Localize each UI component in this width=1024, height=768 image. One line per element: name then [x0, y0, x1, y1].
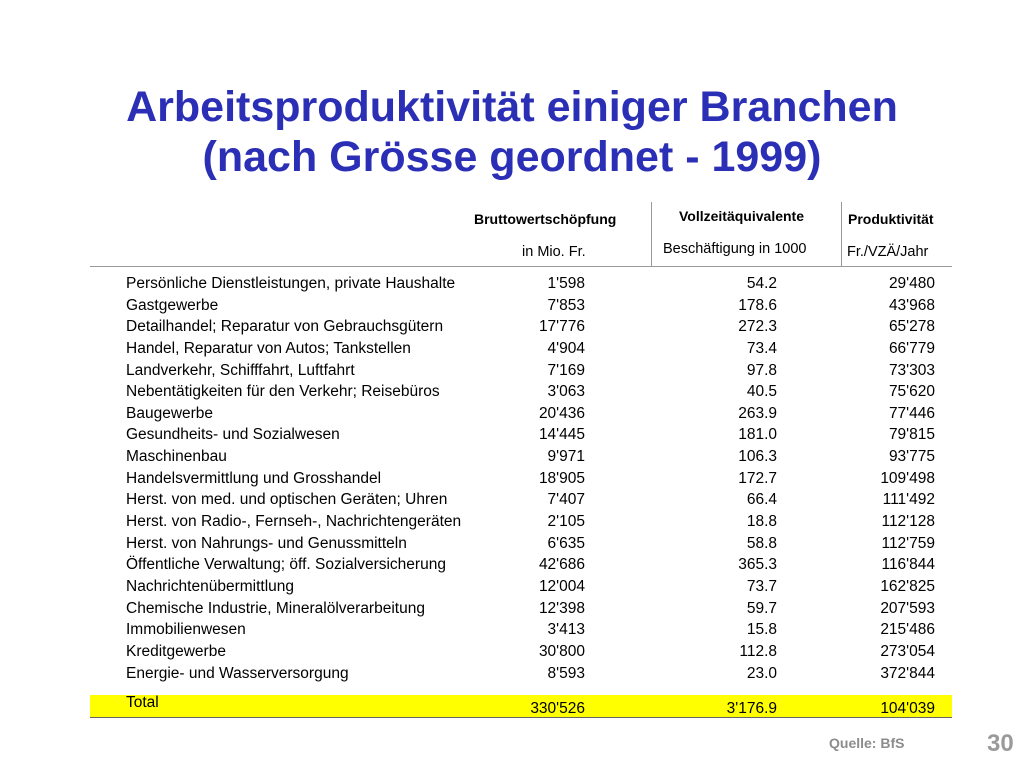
row-label: Herst. von Nahrungs- und Genussmitteln — [126, 534, 407, 552]
row-produktivitaet: 77'446 — [888, 404, 935, 422]
slide-title-line2: (nach Grösse geordnet - 1999) — [202, 133, 822, 181]
row-produktivitaet: 29'480 — [888, 275, 935, 292]
row-produktivitaet: 162'825 — [880, 577, 935, 595]
column-header-bruttowertschoepfung: Bruttowertschöpfung — [474, 211, 617, 227]
table-row — [90, 598, 952, 620]
table-row — [90, 619, 952, 641]
row-label: Nachrichtenübermittlung — [126, 577, 295, 595]
row-bruttowertschoepfung: 3'413 — [547, 621, 585, 639]
row-vollzeitaequivalente: 15.8 — [746, 621, 777, 639]
row-produktivitaet: 112'128 — [881, 513, 935, 531]
row-bruttowertschoepfung: 18'905 — [538, 469, 585, 487]
row-label: Detailhandel; Reparatur von Gebrauchsgütern — [126, 318, 444, 336]
table-row — [90, 403, 952, 425]
row-produktivitaet: 215'486 — [880, 621, 935, 639]
row-vollzeitaequivalente: 73.7 — [746, 577, 777, 595]
row-bruttowertschoepfung: 20'436 — [538, 404, 585, 422]
row-produktivitaet: 112'759 — [881, 534, 935, 552]
row-vollzeitaequivalente: 18.8 — [746, 513, 777, 531]
row-produktivitaet: 65'278 — [888, 318, 935, 336]
source-note: Quelle: BfS — [829, 735, 905, 751]
row-produktivitaet: 372'844 — [880, 664, 935, 682]
row-bruttowertschoepfung: 17'776 — [538, 318, 585, 336]
total-produktivitaet: 104'039 — [880, 700, 935, 717]
total-vollzeitaequivalente: 3'176.9 — [726, 700, 777, 717]
slide-title — [0, 82, 1024, 182]
row-label: Herst. von Radio-, Fernseh-, Nachrichtengeräten — [126, 513, 462, 531]
table-row — [90, 446, 952, 468]
table-row — [90, 381, 952, 403]
row-label: Handel, Reparatur von Autos; Tankstellen — [126, 339, 411, 357]
row-vollzeitaequivalente: 106.3 — [738, 448, 777, 466]
row-produktivitaet: 79'815 — [888, 426, 935, 444]
table-row — [90, 533, 952, 555]
total-row — [90, 695, 952, 717]
total-bruttowertschoepfung: 330'526 — [530, 700, 585, 717]
row-produktivitaet: 43'968 — [888, 296, 935, 314]
row-label: Chemische Industrie, Mineralölverarbeitung — [126, 599, 425, 617]
row-vollzeitaequivalente: 172.7 — [738, 469, 777, 487]
data-table-body — [90, 273, 952, 684]
row-label: Handelsvermittlung und Grosshandel — [126, 469, 382, 487]
row-bruttowertschoepfung: 42'686 — [538, 556, 585, 574]
total-underline — [90, 717, 952, 718]
row-bruttowertschoepfung: 9'971 — [547, 448, 585, 466]
column-divider — [651, 202, 652, 266]
row-label: Öffentliche Verwaltung; öff. Sozialversicherung — [126, 556, 446, 574]
row-bruttowertschoepfung: 4'904 — [547, 339, 585, 357]
row-bruttowertschoepfung: 6'635 — [547, 534, 585, 552]
row-label: Gastgewerbe — [126, 296, 219, 314]
table-row — [90, 468, 952, 490]
table-row — [90, 424, 952, 446]
row-label: Immobilienwesen — [126, 621, 246, 639]
row-label: Landverkehr, Schifffahrt, Luftfahrt — [126, 361, 355, 379]
row-bruttowertschoepfung: 12'398 — [538, 599, 585, 617]
row-produktivitaet: 109'498 — [880, 469, 935, 487]
slide-title-line1: Arbeitsproduktivität einiger Branchen — [126, 83, 898, 131]
column-header-produktivitaet: Produktivität — [848, 211, 934, 227]
column-subheader-produktivitaet: Fr./VZÄ/Jahr — [847, 244, 929, 260]
row-produktivitaet: 207'593 — [880, 599, 935, 617]
row-produktivitaet: 116'844 — [881, 556, 935, 574]
row-label: Herst. von med. und optischen Geräten; Uhren — [126, 491, 448, 509]
row-vollzeitaequivalente: 59.7 — [746, 599, 777, 617]
column-header-vollzeitaequivalente: Vollzeitäquivalente — [679, 208, 804, 224]
row-bruttowertschoepfung: 30'800 — [538, 642, 585, 660]
row-bruttowertschoepfung: 3'063 — [547, 383, 585, 401]
row-label: Energie- und Wasserversorgung — [126, 664, 349, 682]
row-vollzeitaequivalente: 23.0 — [746, 664, 777, 682]
row-vollzeitaequivalente: 181.0 — [738, 426, 777, 444]
table-row — [90, 295, 952, 317]
table-row — [90, 641, 952, 663]
table-row — [90, 576, 952, 598]
row-produktivitaet: 73'303 — [888, 361, 935, 379]
row-label: Kreditgewerbe — [126, 642, 226, 660]
header-divider — [90, 266, 952, 267]
row-vollzeitaequivalente: 272.3 — [738, 318, 777, 336]
row-bruttowertschoepfung: 8'593 — [547, 664, 585, 682]
row-produktivitaet: 93'775 — [888, 448, 935, 466]
row-bruttowertschoepfung: 14'445 — [538, 426, 585, 444]
table-row — [90, 663, 952, 685]
column-subheader-bruttowertschoepfung: in Mio. Fr. — [522, 244, 586, 260]
row-vollzeitaequivalente: 365.3 — [738, 556, 777, 574]
row-label: Baugewerbe — [126, 404, 214, 422]
table-row — [90, 511, 952, 533]
row-produktivitaet: 273'054 — [880, 642, 935, 660]
row-bruttowertschoepfung: 12'004 — [538, 577, 585, 595]
row-bruttowertschoepfung: 2'105 — [547, 513, 585, 531]
row-bruttowertschoepfung: 7'407 — [547, 491, 585, 509]
row-vollzeitaequivalente: 66.4 — [746, 491, 777, 509]
table-row — [90, 338, 952, 360]
table-row — [90, 489, 952, 511]
row-vollzeitaequivalente: 40.5 — [746, 383, 777, 401]
row-label: Gesundheits- und Sozialwesen — [126, 426, 340, 444]
total-label: Total — [126, 694, 159, 711]
row-produktivitaet: 75'620 — [888, 383, 935, 401]
table-row — [90, 554, 952, 576]
row-label: Nebentätigkeiten für den Verkehr; Reisebüros — [126, 383, 440, 401]
table-row — [90, 316, 952, 338]
row-vollzeitaequivalente: 97.8 — [746, 361, 777, 379]
row-label: Maschinenbau — [126, 448, 227, 466]
row-vollzeitaequivalente: 58.8 — [746, 534, 777, 552]
column-subheader-vollzeitaequivalente: Beschäftigung in 1000 — [663, 241, 807, 257]
row-bruttowertschoepfung: 7'853 — [547, 296, 585, 314]
row-label: Persönliche Dienstleistungen, private Haushalte — [126, 275, 456, 292]
row-bruttowertschoepfung: 7'169 — [547, 361, 585, 379]
row-vollzeitaequivalente: 73.4 — [746, 339, 777, 357]
row-vollzeitaequivalente: 112.8 — [739, 642, 777, 660]
row-vollzeitaequivalente: 263.9 — [738, 404, 777, 422]
column-divider — [841, 202, 842, 266]
table-row — [90, 273, 952, 295]
row-bruttowertschoepfung: 1'598 — [547, 275, 585, 292]
table-row — [90, 360, 952, 382]
row-vollzeitaequivalente: 178.6 — [738, 296, 777, 314]
row-vollzeitaequivalente: 54.2 — [746, 275, 777, 292]
page-number: 30 — [987, 730, 1014, 757]
row-produktivitaet: 111'492 — [882, 491, 935, 509]
row-produktivitaet: 66'779 — [888, 339, 935, 357]
